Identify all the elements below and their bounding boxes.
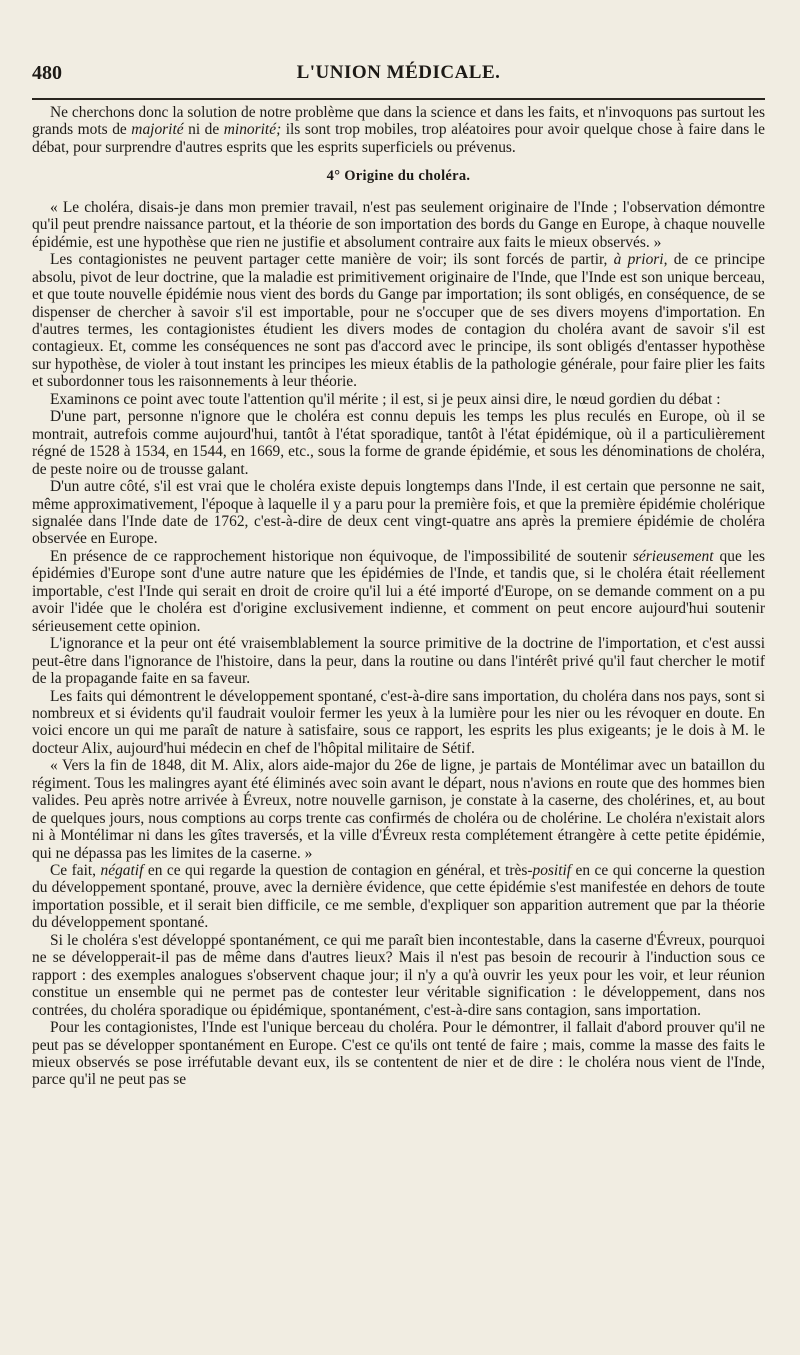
paragraph: Les contagionistes ne peuvent partager cette manière de voir; ils sont forcés de partir, à priori, de ce principe absolu, pivot de leur doctrine, que la maladie est primitivement originaire de l'Inde, que l'Inde est son unique berceau, et que toute nouvelle épidémie nous vient des bords du Gange par importation; ils sont obligés, en conséquence, de se dispenser de chercher à savoir s'il est importable, pour ne s'occuper que de ses divers moyens d'importation. En d'autres termes, les contagionistes étudient les divers modes de contagion du choléra avant de savoir s'il est contagieux. Et, comme les conséquences ne sont pas d'accord avec le principe, ils sont obligés d'entasser hypothèse sur hypothèse, de violer à tout instant les principes les mieux établis de la pathologie générale, pour faire plier les faits et subordonner tous les raisonnements à leur théorie. (32, 251, 765, 391)
page-header (32, 62, 765, 90)
paragraph: « Vers la fin de 1848, dit M. Alix, alors aide-major du 26e de ligne, je partais de Montélimar avec un bataillon du régiment. Tous les malingres ayant été éliminés avec soin avant le départ, nous n'avions en route que des hommes bien valides. Peu après notre arrivée à Évreux, notre nouvelle garnison, je constate à la caserne, des cholérines, et, au bout de quelques jours, nous comptions au corps trente cas confirmés de choléra ou de cholérine. Le choléra n'existait alors ni à Montélimar ni dans les gîtes traversés, et la ville d'Évreux resta complétement étrangère à cette petite épidémie, qui ne dépassa pas les limites de la caserne. » (32, 757, 765, 862)
paragraph: Les faits qui démontrent le développement spontané, c'est-à-dire sans importation, du choléra dans nos pays, sont si nombreux et si évidents qu'il faudrait vouloir fermer les yeux à la lumière pour les nier ou les révoquer en doute. En voici encore un qui me paraît de nature à satisfaire, sous ce rapport, les esprits les plus exigeants; je le dois à M. le docteur Alix, aujourd'hui médecin en chef de l'hôpital militaire de Sétif. (32, 687, 765, 757)
paragraph: En présence de ce rapprochement historique non équivoque, de l'impossibilité de soutenir sérieusement que les épidémies d'Europe sont d'une autre nature que les épidémies de l'Inde, et tandis que, si le choléra était réellement importable, c'est l'Inde qui serait en droit de croire qu'il lui a été importé d'Europe, on se demande comment on a pu avoir l'idée que le choléra est d'origine exclusivement indienne, et comment on peut encore aujourd'hui soutenir sérieusement cette opinion. (32, 547, 765, 635)
header-rule (32, 98, 765, 100)
section-heading: 4° Origine du choléra. (326, 168, 471, 185)
paragraph: « Le choléra, disais-je dans mon premier travail, n'est pas seulement originaire de l'Inde ; l'observation démontre qu'il peut prendre naissance partout, et la théorie de son importation des bords du Gange en Europe, à chaque nouvelle épidémie, est une hypothèse que rien ne justifie et absolument contraire aux faits le mieux observés. » (32, 198, 765, 251)
paragraph: Ce fait, négatif en ce qui regarde la question de contagion en général, et très-positif en ce qui concerne la question du développement spontané, prouve, avec la dernière évidence, que cette épidémie s'est manifestée en dehors de toute importation possible, et il serait bien difficile, ce me semble, d'expliquer son apparition autrement que par la théorie du développement spontané. (32, 862, 765, 932)
journal-title: L'UNION MÉDICALE. (296, 62, 501, 83)
article-body (32, 104, 765, 1089)
paragraph: Si le choléra s'est développé spontanément, ce qui me paraît bien incontestable, dans la caserne d'Évreux, pourquoi ne se développerait-il pas de même dans d'autres lieux? Mais il n'est pas besoin de recourir à l'induction sous ce rapport : des exemples analogues s'observent chaque jour; il n'y a qu'à ouvrir les yeux pour les voir, et leur réunion constitue un ensemble qui ne permet pas de contester leur véritable signification : le développement, dans nos contrées, du choléra sporadique ou épidémique, spontanément, c'est-à-dire sans contagion, sans importation. (32, 931, 765, 1019)
paragraph: D'un autre côté, s'il est vrai que le choléra existe depuis longtemps dans l'Inde, il est certain que personne ne sait, même approximativement, l'époque à laquelle il y a paru pour la première fois, et que la première épidémie cholérique signalée dans l'Inde date de 1762, c'est-à-dire de deux cent vingt-quatre ans après la premiere épidémie de choléra observée en Europe. (32, 478, 765, 548)
paragraph: Examinons ce point avec toute l'attention qu'il mérite ; il est, si je peux ainsi dire, le nœud gordien du débat : (50, 390, 721, 408)
paragraph: D'une part, personne n'ignore que le choléra est connu depuis les temps les plus reculés en Europe, où il se montrait, autrefois comme aujourd'hui, tantôt à l'état sporadique, tantôt à l'état épidémique, où il a particulièrement régné de 1528 à 1534, en 1544, en 1669, etc., sous la forme de grande épidémie, et sous les dénominations de choléra, de peste noire ou de trousse galant. (32, 408, 765, 478)
page-number: 480 (32, 62, 62, 84)
paragraph: L'ignorance et la peur ont été vraisemblablement la source primitive de la doctrine de l'importation, et c'est aussi peut-être dans l'ignorance de l'histoire, dans la peur, dans la routine ou dans l'intérêt privé qu'il faut chercher le motif de la propagande faite en sa faveur. (32, 635, 765, 688)
paragraph: Ne cherchons donc la solution de notre problème que dans la science et dans les faits, et n'invoquons pas surtout les grands mots de majorité ni de minorité; ils sont trop mobiles, trop aléatoires pour avoir quelque chose à faire dans le débat, pour surprendre d'autres esprits que les esprits superficiels ou prévenus. (32, 104, 765, 156)
paragraph: Pour les contagionistes, l'Inde est l'unique berceau du choléra. Pour le démontrer, il fallait d'abord prouver qu'il ne peut pas se développer spontanément en Europe. C'est ce qu'ils ont tenté de faire ; mais, comme la masse des faits le mieux observés se pose irréfutable devant eux, ils se contentent de nier et de dire : le choléra nous vient de l'Inde, parce qu'il ne peut pas se (32, 1019, 765, 1089)
